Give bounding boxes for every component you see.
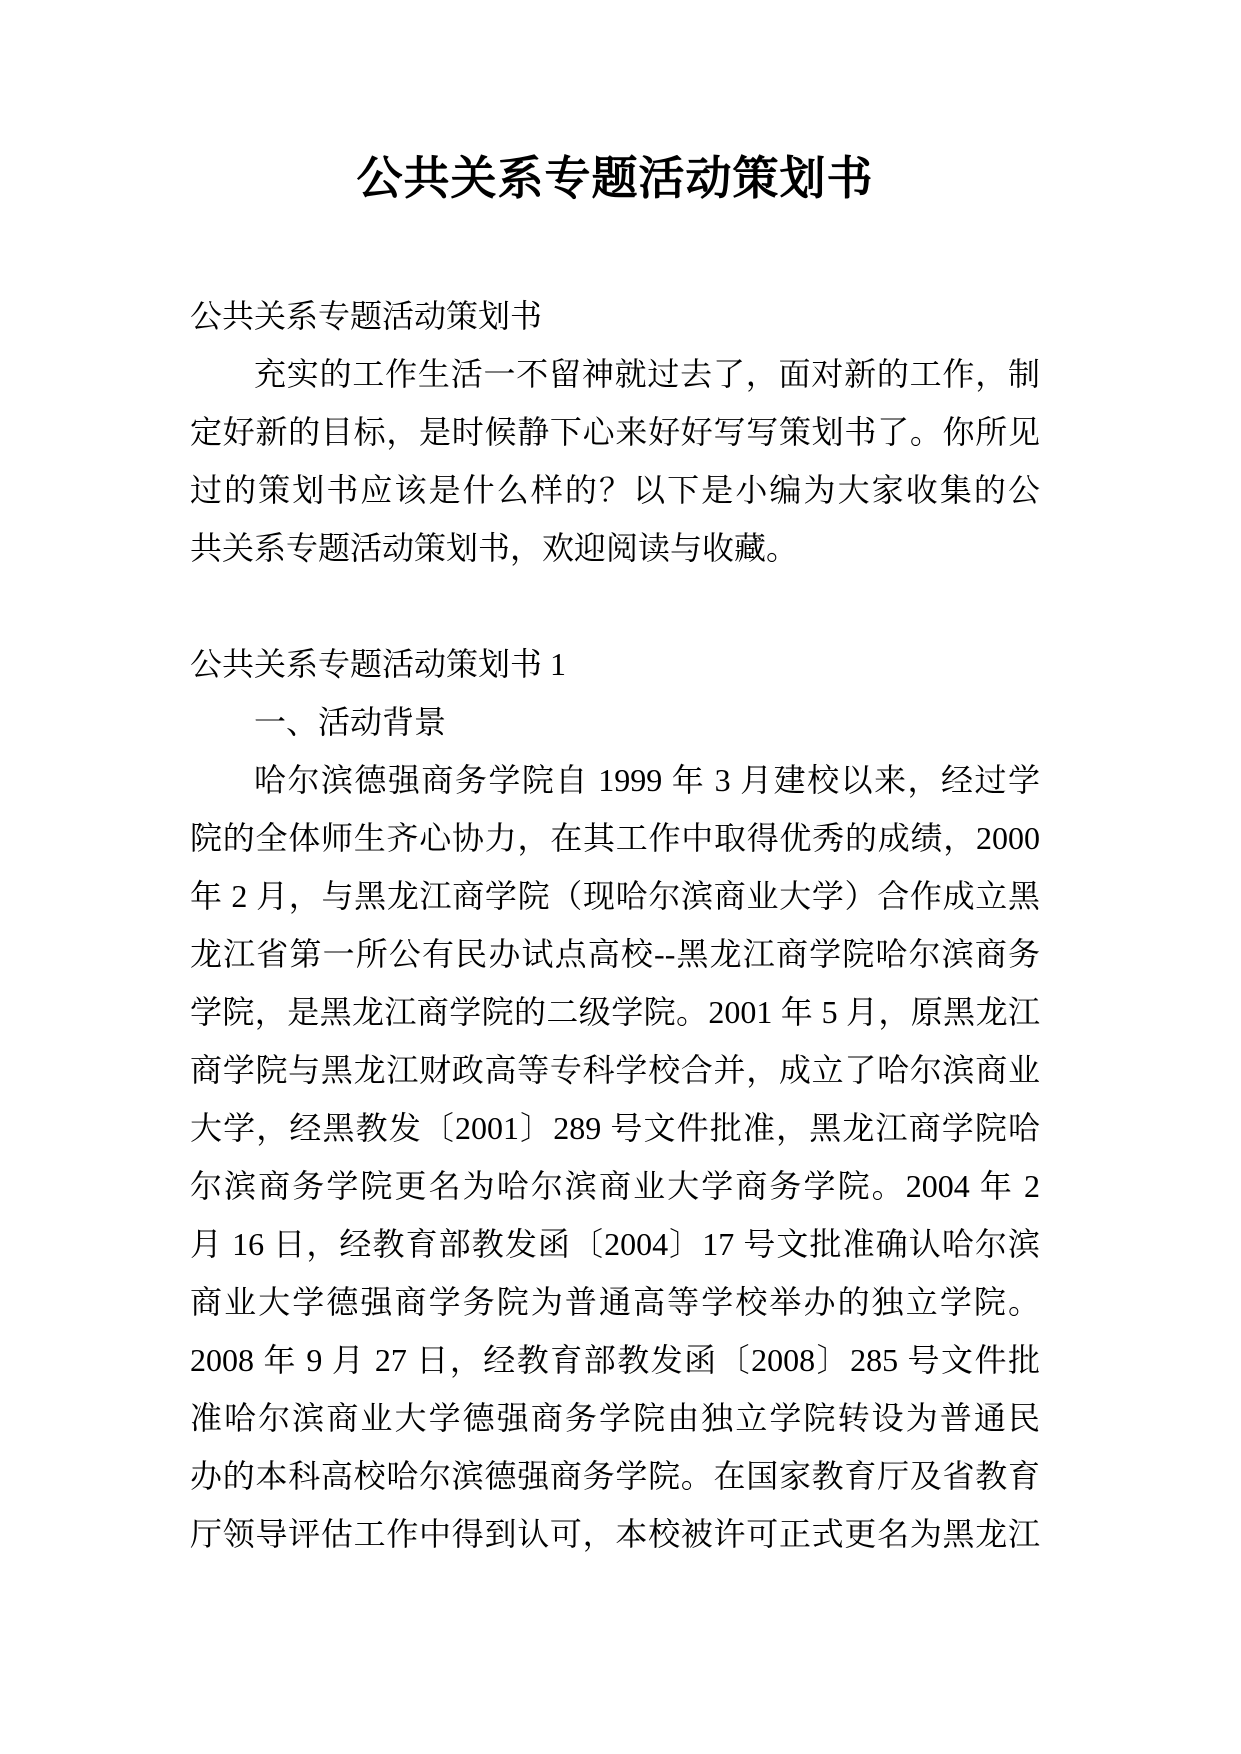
text-line: 院的全体师生齐心协力，在其工作中取得优秀的成绩，2000	[190, 820, 1040, 856]
text-line: 月 16 日，经教育部教发函〔2004〕17 号文批准确认哈尔滨	[190, 1226, 1040, 1262]
text-line: 尔滨商务学院更名为哈尔滨商业大学商务学院。2004 年 2	[190, 1168, 1040, 1204]
text-line: 2008 年 9 月 27 日，经教育部教发函〔2008〕285 号文件批	[190, 1342, 1040, 1378]
text-line: 年 2 月，与黑龙江商学院（现哈尔滨商业大学）合作成立黑	[190, 878, 1040, 914]
text-line: 充实的工作生活一不留神就过去了，面对新的工作，制	[254, 356, 1040, 392]
text-line: 办的本科高校哈尔滨德强商务学院。在国家教育厅及省教育	[190, 1458, 1040, 1494]
text-line: 一、活动背景	[254, 704, 447, 740]
text-line: 公共关系专题活动策划书 1	[190, 646, 567, 682]
text-line: 过的策划书应该是什么样的？以下是小编为大家收集的公	[190, 472, 1040, 508]
text-line: 公共关系专题活动策划书	[190, 298, 543, 334]
blank-line	[190, 577, 1040, 635]
text-line: 龙江省第一所公有民办试点高校--黑龙江商学院哈尔滨商务	[190, 936, 1040, 972]
text-line: 商业大学德强商学务院为普通高等学校举办的独立学院。	[190, 1284, 1040, 1320]
document-title: 公共关系专题活动策划书	[356, 152, 874, 204]
document-body	[190, 287, 1040, 1563]
text-line: 学院，是黑龙江商学院的二级学院。2001 年 5 月，原黑龙江	[190, 994, 1040, 1030]
text-line: 厅领导评估工作中得到认可，本校被许可正式更名为黑龙江	[190, 1516, 1040, 1552]
text-line: 准哈尔滨商业大学德强商务学院由独立学院转设为普通民	[190, 1400, 1040, 1436]
text-line: 大学，经黑教发〔2001〕289 号文件批准，黑龙江商学院哈	[190, 1110, 1040, 1146]
text-line: 商学院与黑龙江财政高等专科学校合并，成立了哈尔滨商业	[190, 1052, 1040, 1088]
text-line: 哈尔滨德强商务学院自 1999 年 3 月建校以来，经过学	[254, 762, 1040, 798]
text-line: 定好新的目标，是时候静下心来好好写写策划书了。你所见	[190, 414, 1040, 450]
text-line: 共关系专题活动策划书，欢迎阅读与收藏。	[190, 530, 799, 566]
